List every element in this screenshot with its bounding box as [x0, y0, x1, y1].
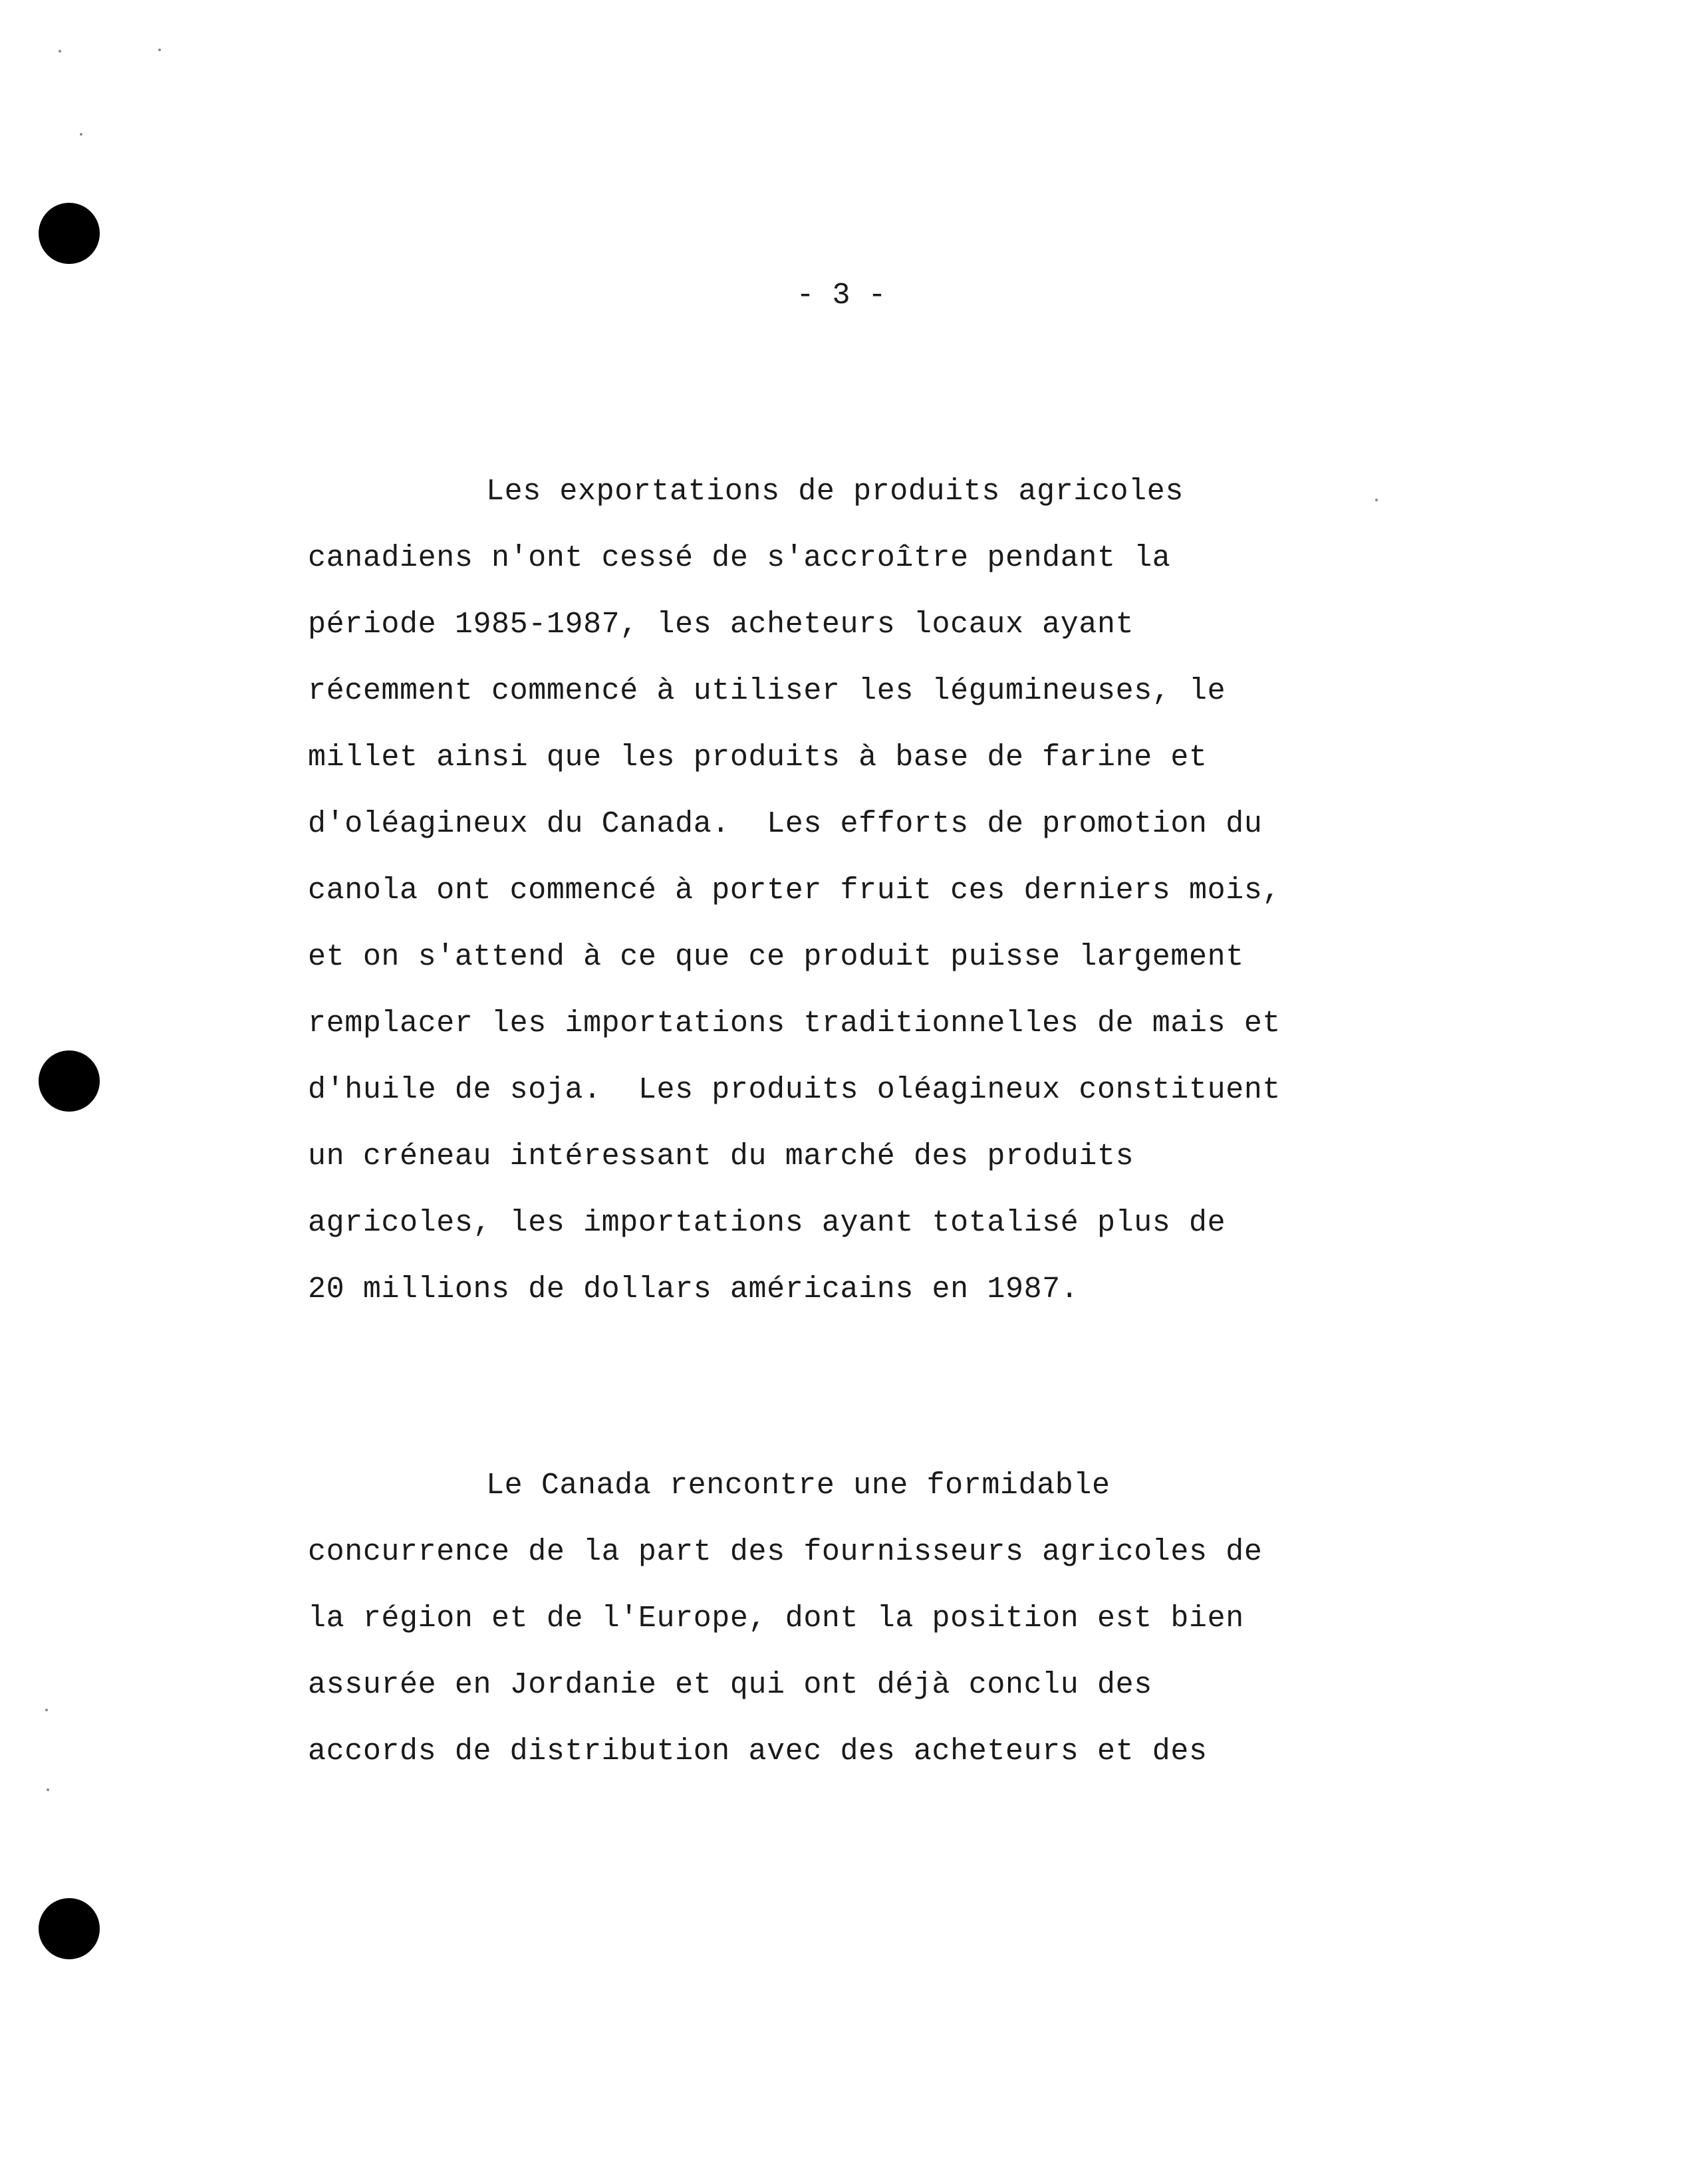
punch-hole-bottom: [39, 1898, 100, 1959]
paragraph-line: et on s'attend à ce que ce produit puisse largement: [308, 940, 1244, 974]
paragraph-line: canola ont commencé à porter fruit ces derniers mois,: [308, 874, 1281, 908]
paragraph-line: Les exportations de produits agricoles: [486, 475, 1184, 509]
paragraph-line: 20 millions de dollars américains en 1987.: [308, 1273, 1079, 1306]
paragraph-line: un créneau intéressant du marché des produits: [308, 1140, 1134, 1173]
paragraph-line: accords de distribution avec des acheteurs et des: [308, 1735, 1208, 1768]
paragraph-line: d'huile de soja. Les produits oléagineux constituent: [308, 1073, 1281, 1107]
scan-speck: [59, 50, 61, 53]
paragraph-line: canadiens n'ont cessé de s'accroître pendant la: [308, 541, 1171, 575]
paragraph-competition: [308, 1453, 1452, 1785]
punch-hole-middle: [39, 1050, 100, 1112]
paragraph-line: la région et de l'Europe, dont la position est bien: [308, 1602, 1244, 1636]
scan-speck: [158, 49, 161, 51]
punch-hole-top: [39, 203, 100, 264]
scan-speck: [45, 1709, 48, 1711]
paragraph-line: agricoles, les importations ayant totalisé plus de: [308, 1206, 1226, 1240]
scan-speck: [80, 133, 82, 136]
scan-speck: [47, 1788, 49, 1791]
paragraph-line: concurrence de la part des fournisseurs agricoles de: [308, 1535, 1263, 1569]
paragraph-line: Le Canada rencontre une formidable: [486, 1469, 1110, 1503]
paragraph-line: millet ainsi que les produits à base de farine et: [308, 741, 1208, 775]
paragraph-line: d'oléagineux du Canada. Les efforts de promotion du: [308, 807, 1263, 841]
paragraph-agricultural-exports: [308, 459, 1452, 1323]
paragraph-line: récemment commencé à utiliser les légumineuses, le: [308, 674, 1226, 708]
paragraph-line: assurée en Jordanie et qui ont déjà conclu des: [308, 1668, 1152, 1702]
page-number: - 3 -: [796, 279, 886, 312]
paragraph-line: remplacer les importations traditionnelles de mais et: [308, 1007, 1281, 1040]
paragraph-line: période 1985-1987, les acheteurs locaux ayant: [308, 608, 1134, 642]
